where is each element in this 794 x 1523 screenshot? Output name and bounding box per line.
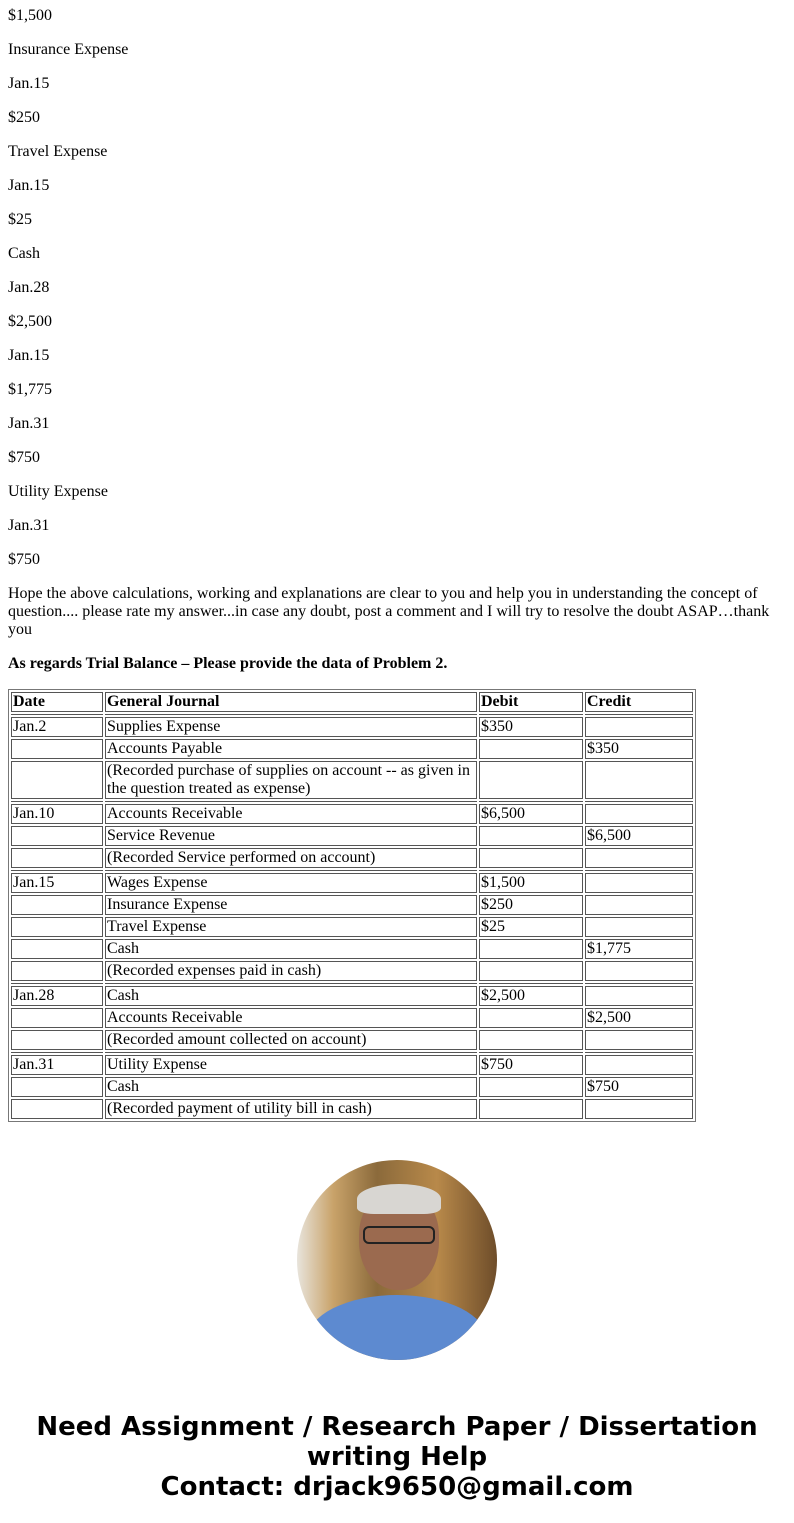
cell-debit: $2,500 (479, 986, 583, 1006)
table-row (11, 826, 693, 846)
cell-date (11, 1099, 103, 1119)
cell-account: Cash (105, 986, 477, 1006)
cell-credit (585, 873, 693, 893)
cell-debit: $350 (479, 717, 583, 737)
cell-date (11, 1008, 103, 1028)
cell-date (11, 917, 103, 937)
cell-credit (585, 986, 693, 1006)
cell-debit: $250 (479, 895, 583, 915)
cell-account: (Recorded purchase of supplies on account -- as given in the question treated as expense) (105, 761, 477, 799)
cell-account: (Recorded Service performed on account) (105, 848, 477, 868)
cell-account: Service Revenue (105, 826, 477, 846)
cell-debit: $1,500 (479, 873, 583, 893)
cell-credit (585, 761, 693, 799)
ledger-line: Jan.31 (8, 415, 50, 432)
table-row (11, 1055, 693, 1075)
cell-debit (479, 1008, 583, 1028)
table-row (11, 939, 693, 959)
ledger-line: $25 (8, 211, 32, 228)
ledger-line: Jan.15 (8, 75, 50, 92)
cell-date: Jan.31 (11, 1055, 103, 1075)
cell-debit (479, 761, 583, 799)
cell-debit (479, 1099, 583, 1119)
trial-balance-note: As regards Trial Balance – Please provide the data of Problem 2. (8, 655, 448, 672)
ledger-line: Insurance Expense (8, 41, 129, 58)
cell-account: Utility Expense (105, 1055, 477, 1075)
cell-date (11, 739, 103, 759)
table-row (11, 961, 693, 981)
cell-account: Cash (105, 939, 477, 959)
cell-debit (479, 961, 583, 981)
cell-credit (585, 1030, 693, 1050)
cell-date (11, 848, 103, 868)
group-separator (11, 983, 693, 984)
cell-credit (585, 1055, 693, 1075)
cell-date (11, 939, 103, 959)
cell-debit (479, 1077, 583, 1097)
cell-credit (585, 961, 693, 981)
table-row (11, 895, 693, 915)
cell-account: Cash (105, 1077, 477, 1097)
ledger-line: $250 (8, 109, 40, 126)
closing-paragraph: Hope the above calculations, working and explanations are clear to you and help you in understanding the concept of question.... please rate my answer...in case any doubt, post a comment and I will try to resolve the doubt ASAP…thank you (8, 585, 770, 638)
cell-credit (585, 917, 693, 937)
cell-credit: $350 (585, 739, 693, 759)
cell-date (11, 761, 103, 799)
cell-date (11, 1077, 103, 1097)
ledger-line: $1,500 (8, 7, 52, 24)
table-row (11, 1030, 693, 1050)
cell-date: Jan.28 (11, 986, 103, 1006)
cell-debit (479, 826, 583, 846)
group-separator (11, 870, 693, 871)
table-row (11, 1077, 693, 1097)
cell-credit (585, 848, 693, 868)
cell-credit: $6,500 (585, 826, 693, 846)
ledger-line: Jan.15 (8, 347, 50, 364)
table-row (11, 761, 693, 799)
cell-account: Accounts Payable (105, 739, 477, 759)
ledger-line: Jan.28 (8, 279, 50, 296)
ledger-line: Jan.31 (8, 517, 50, 534)
cell-account: Wages Expense (105, 873, 477, 893)
group-separator (11, 801, 693, 802)
ledger-line: Utility Expense (8, 483, 108, 500)
help-text: Need Assignment / Research Paper / Dissertation writing Help (36, 1412, 758, 1472)
cell-account: Supplies Expense (105, 717, 477, 737)
header-date: Date (11, 692, 103, 712)
cell-date: Jan.10 (11, 804, 103, 824)
table-row (11, 717, 693, 737)
cell-date (11, 1030, 103, 1050)
cell-debit (479, 1030, 583, 1050)
answer-content (8, 7, 786, 1502)
ledger-line: Cash (8, 245, 40, 262)
contact-email: Contact: drjack9650@gmail.com (160, 1472, 634, 1502)
cell-credit: $2,500 (585, 1008, 693, 1028)
cell-date: Jan.15 (11, 873, 103, 893)
contact-banner (8, 1412, 786, 1502)
cell-account: Travel Expense (105, 917, 477, 937)
ledger-line: Jan.15 (8, 177, 50, 194)
cell-credit (585, 717, 693, 737)
cell-account: (Recorded amount collected on account) (105, 1030, 477, 1050)
cell-account: Accounts Receivable (105, 1008, 477, 1028)
author-avatar (297, 1160, 497, 1360)
ledger-line: $750 (8, 449, 40, 466)
table-row (11, 739, 693, 759)
table-row (11, 1008, 693, 1028)
cell-debit: $750 (479, 1055, 583, 1075)
cell-credit (585, 895, 693, 915)
cell-credit: $1,775 (585, 939, 693, 959)
cell-debit: $25 (479, 917, 583, 937)
ledger-lines (8, 7, 786, 569)
cell-debit (479, 848, 583, 868)
table-row (11, 917, 693, 937)
cell-account: (Recorded expenses paid in cash) (105, 961, 477, 981)
cell-debit: $6,500 (479, 804, 583, 824)
ledger-line: $1,775 (8, 381, 52, 398)
cell-date (11, 895, 103, 915)
cell-credit (585, 804, 693, 824)
cell-credit (585, 1099, 693, 1119)
cell-account: Accounts Receivable (105, 804, 477, 824)
group-separator (11, 714, 693, 715)
table-row (11, 848, 693, 868)
ledger-line: $2,500 (8, 313, 52, 330)
header-general-journal: General Journal (105, 692, 477, 712)
ledger-line: $750 (8, 551, 40, 568)
header-credit: Credit (585, 692, 693, 712)
cell-date (11, 826, 103, 846)
cell-account: Insurance Expense (105, 895, 477, 915)
table-row (11, 873, 693, 893)
cell-credit: $750 (585, 1077, 693, 1097)
table-header-row (11, 692, 693, 712)
table-row (11, 1099, 693, 1119)
cell-date: Jan.2 (11, 717, 103, 737)
table-row (11, 804, 693, 824)
cell-account: (Recorded payment of utility bill in cash) (105, 1099, 477, 1119)
cell-debit (479, 939, 583, 959)
general-journal-table (8, 689, 696, 1122)
table-row (11, 986, 693, 1006)
cell-debit (479, 739, 583, 759)
group-separator (11, 1052, 693, 1053)
cell-date (11, 961, 103, 981)
header-debit: Debit (479, 692, 583, 712)
ledger-line: Travel Expense (8, 143, 108, 160)
